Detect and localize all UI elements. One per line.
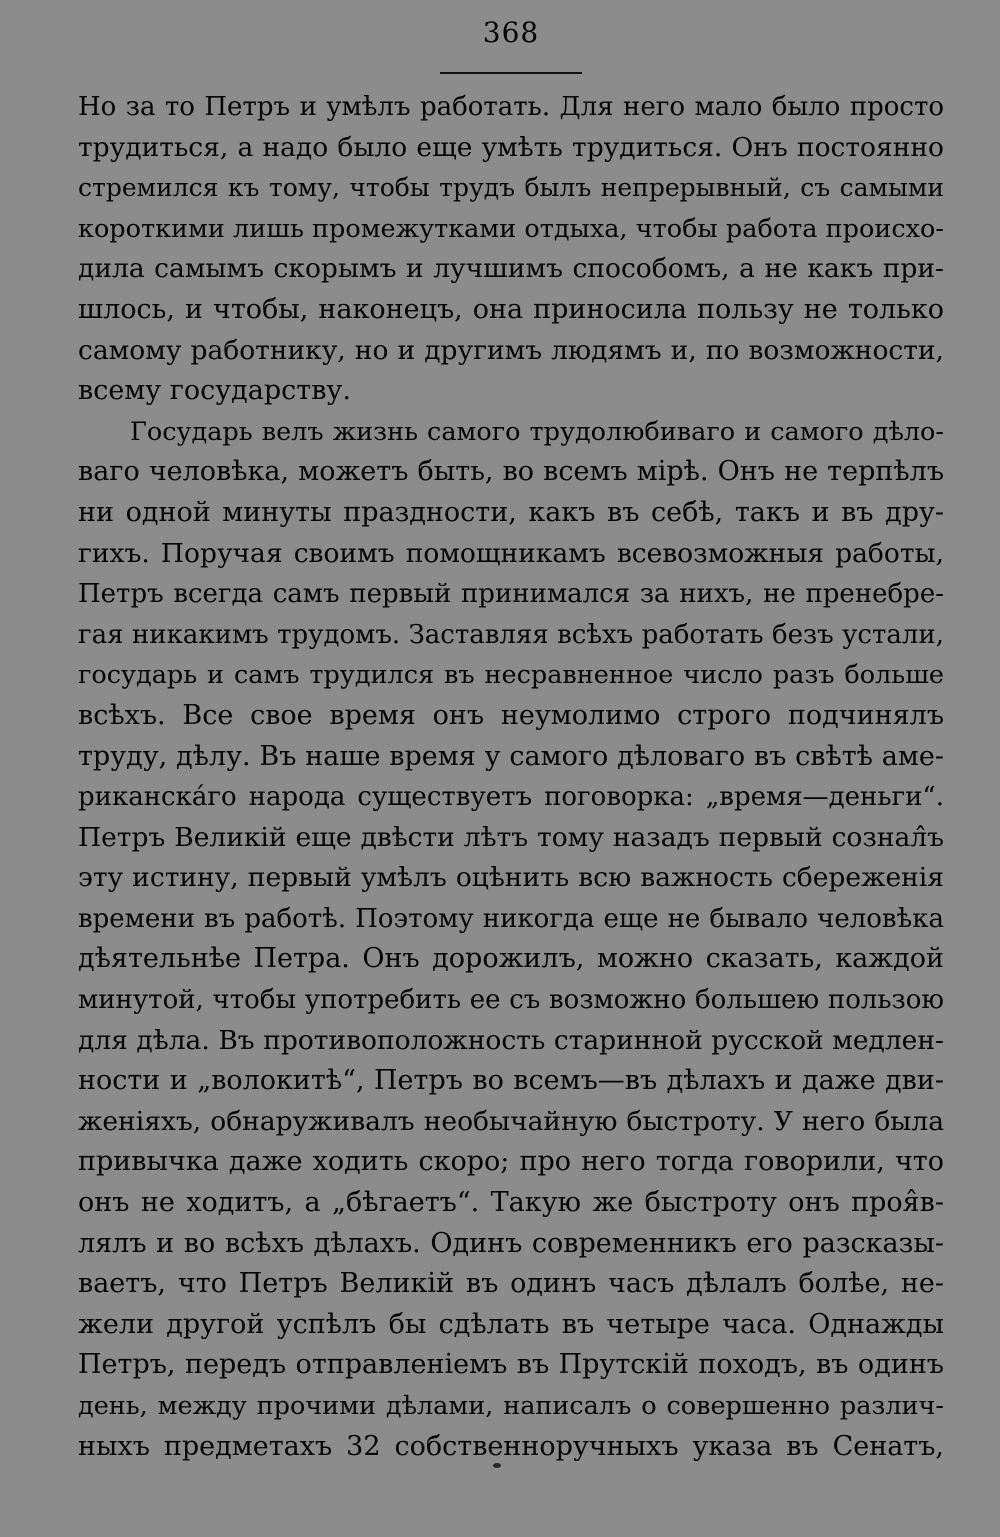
paragraph-2 xyxy=(78,412,944,1467)
text-line: Петръ всегда самъ первый принимался за нихъ, не пренебре- xyxy=(78,579,944,610)
text-line: жели другой успѣлъ бы сдѣлать въ четыре часа. Однажды xyxy=(78,1308,944,1340)
text-line: онъ не ходитъ, а „бѣгаетъ“. Такую же быстроту онъ проя̂в- xyxy=(78,1187,944,1219)
ink-speck xyxy=(493,1463,501,1468)
text-line: времени въ работѣ. Поэтому никогда еще не бывало человѣка xyxy=(78,903,944,934)
text-line: Петръ Великій еще двѣсти лѣтъ тому назадъ первый сознал̂ъ xyxy=(78,821,944,853)
text-line: гая никакимъ трудомъ. Заставляя всѣхъ работать безъ устали, xyxy=(78,619,944,650)
body-text xyxy=(78,87,944,1467)
text-line: ныхъ предметахъ 32 собственноручныхъ указа въ Сенатъ, xyxy=(78,1430,944,1462)
text-line: для дѣла. Въ противоположность старинной русской медлен- xyxy=(78,1024,944,1056)
text-line: трудиться, а надо было еще умѣть трудиться. Онъ постоянно xyxy=(78,131,944,163)
paragraph-1 xyxy=(78,87,944,412)
text-line: привычка даже ходить скоро; про него тогда говорили, что xyxy=(78,1146,944,1178)
text-line: дѣятельнѣе Петра. Онъ дорожилъ, можно сказать, каждой xyxy=(78,943,944,975)
text-line: стремился къ тому, чтобы трудъ былъ непрерывный, съ самыми xyxy=(78,173,944,203)
text-line: женіяхъ, обнаруживалъ необычайную быстроту. У него была xyxy=(78,1105,944,1137)
text-line: лялъ и во всѣхъ дѣлахъ. Одинъ современникъ его разсказы- xyxy=(78,1227,944,1259)
text-line: минутой, чтобы употребить ее съ возможно большею пользою xyxy=(78,985,944,1016)
text-line: ни одной минуты праздности, какъ въ себѣ, такъ и въ дру- xyxy=(78,496,944,528)
text-line: дила самымъ скорымъ и лучшимъ способомъ, а не какъ при- xyxy=(78,253,944,285)
header-rule xyxy=(440,72,582,74)
page-header xyxy=(0,14,1000,74)
text-line: шлось, и чтобы, наконецъ, она приносила пользу не только xyxy=(78,293,944,325)
text-line: риканскáго народа существуетъ поговорка: „время—деньги“. xyxy=(78,782,944,813)
text-line: Но за то Петръ и умѣлъ работать. Для него мало было просто xyxy=(78,92,944,122)
text-line: самому работнику, но и другимъ людямъ и, по возможности, xyxy=(78,334,944,366)
text-line: ности и „волокитѣ“, Петръ во всемъ—въ дѣлахъ и даже дви- xyxy=(78,1065,944,1097)
text-line: труду, дѣлу. Въ наше время у самого дѣловаго въ свѣтѣ аме- xyxy=(78,740,944,772)
text-line: день, между прочими дѣлами, написалъ о совершенно различ- xyxy=(78,1391,944,1421)
text-line: короткими лишь промежутками отдыха, чтобы работа происхо- xyxy=(78,213,944,244)
text-line: Государь велъ жизнь самого трудолюбиваго и самого дѣло- xyxy=(130,416,944,447)
text-line: гихъ. Поручая своимъ помощникамъ всевозможныя работы, xyxy=(78,537,944,569)
text-line: ваго человѣка, можетъ быть, во всемъ мірѣ. Онъ не терпѣлъ xyxy=(78,456,944,488)
text-line: всѣхъ. Все свое время онъ неумолимо строго подчинялъ xyxy=(78,699,944,731)
text-line: Петръ, передъ отправленіемъ въ Прутскій походъ, въ одинъ xyxy=(78,1349,944,1381)
text-line: эту истину, первый умѣлъ оцѣнить всю важность сбереженія xyxy=(78,862,944,894)
text-line: ваетъ, что Петръ Великій въ одинъ часъ дѣлалъ болѣе, не- xyxy=(78,1268,944,1300)
text-line: государь и самъ трудился въ несравненное число разъ больше xyxy=(78,660,944,691)
text-line: всему государству. xyxy=(78,375,351,407)
page-number: 368 xyxy=(482,16,540,49)
